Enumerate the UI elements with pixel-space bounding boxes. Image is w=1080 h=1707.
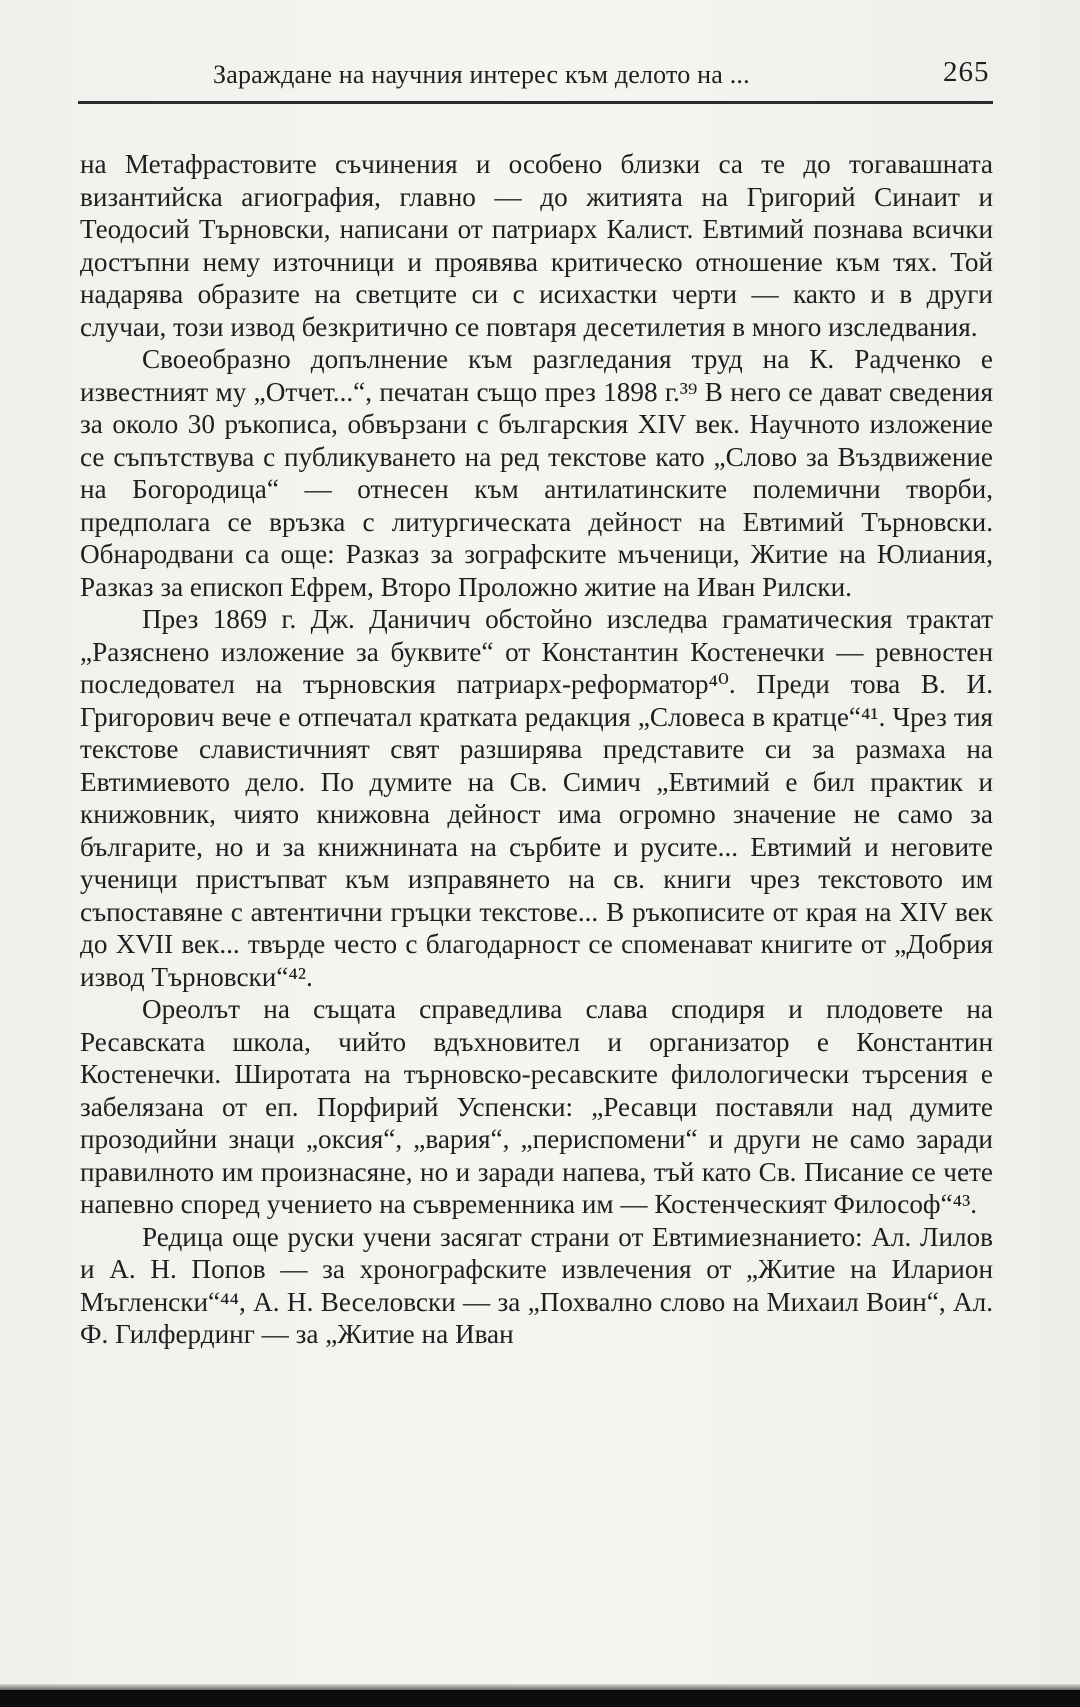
running-head: Зараждане на научния интерес към делото на ...: [213, 60, 750, 89]
paragraph-1: на Метафрастовите съчинения и особено близки са те до тогавашната византийска агиография, главно — до житията на Григорий Синаит и Теодосий Търновски, написани от патриарх Калист. Евтимий познава всички достъпни нему източници и проявява критическо отношение към тях. Той надарява образите на светците си с исихастки черти — както и в други случаи, този извод безкритично се повтаря десетилетия в много изследвания.: [80, 149, 993, 342]
paragraph-5: Редица още руски учени засягат страни от Евтимиезнанието: Ал. Лилов и А. Н. Попов — за хронографските извлечения от „Житие на Иларион Мъгленски“⁴⁴, А. Н. Веселовски — за „Похвално слово на Михаил Воин“, Ал. Ф. Гилфердинг — за „Житие на Иван: [80, 1221, 993, 1349]
paragraph-2: Своеобразно допълнение към разгледания труд на К. Радченко е известният му „Отчет...“, печатан също през 1898 г.³⁹ В него се дават сведения за около 30 ръкописа, обвързани с българския XIV век. Научното изложение се съпътствува с публикуването на ред текстове като „Слово за Въздвижение на Богородица“ — отнесен към антилатинските полемични творби, предполага се връзка с литургическата дейност на Евтимий Търновски. Обнародвани са още: Разказ за зографските мъченици, Житие на Юлиания, Разказ за епископ Ефрем, Второ Проложно житие на Иван Рилски.: [80, 344, 993, 602]
header-rule: [78, 101, 993, 104]
page-number: 265: [943, 56, 990, 88]
scan-bottom-edge: [0, 1690, 1080, 1707]
body-text: [80, 148, 993, 1351]
paragraph-4: Ореолът на същата справедлива слава сподиря и плодовете на Ресавската школа, чийто вдъхновител и организатор е Константин Костенечки. Широтата на търновско-ресавските филологически търсения е забелязана от еп. Порфирий Успенски: „Ресавци поставяли над думите прозодийни знаци „оксия“, „вария“, „периспомени“ и други не само заради правилното им произнасяне, но и заради напева, тъй като Св. Писание се чете напевно според учението на съвременника им — Костенческият Философ“⁴³.: [80, 994, 993, 1219]
paragraph-3: През 1869 г. Дж. Даничич обстойно изследва граматическия трактат „Разяснено изложение за буквите“ от Константин Костенечки — ревностен последовател на търновския патриарх-реформатор⁴⁰. Преди това В. И. Григорович вече е отпечатал кратката редакция „Словеса в кратце“⁴¹. Чрез тия текстове славистичният свят разширява представите си за размаха на Евтимиевото дело. По думите на Св. Симич „Евтимий е бил практик и книжовник, чиято книжовна дейност има огромно значение не само за българите, но и за книжнината на сърбите и русите... Евтимий и неговите ученици пристъпват към изправянето на св. книги чрез текстовото им съпоставяне с автентични гръцки текстове... В ръкописите от края на XIV век до XVII век... твърде често с благодарност се споменават книгите от „Добрия извод Търновски“⁴².: [80, 604, 993, 992]
